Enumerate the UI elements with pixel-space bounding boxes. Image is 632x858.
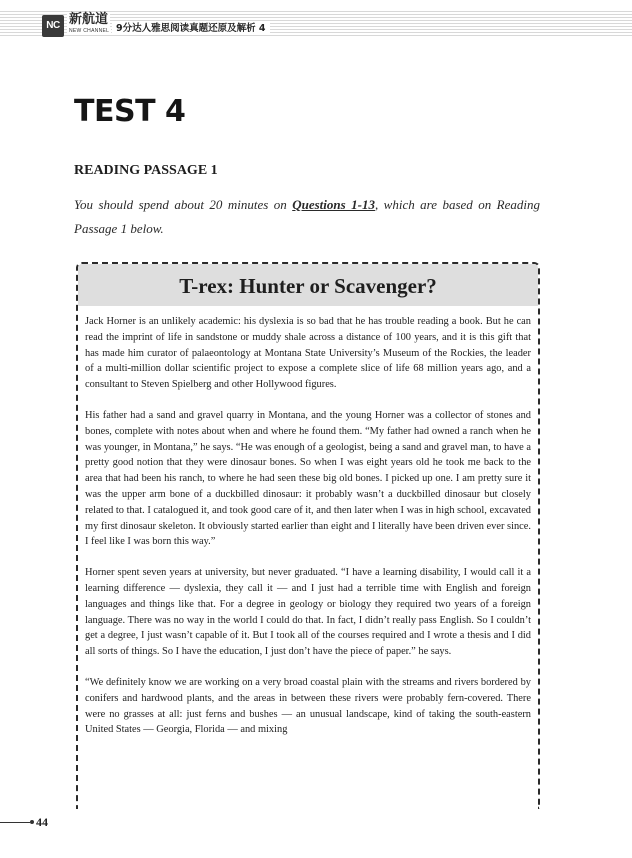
footer-rule: [0, 822, 30, 823]
new-channel-logo-icon: NC: [42, 15, 64, 37]
page-header: [0, 0, 632, 40]
passage-box: [76, 262, 540, 809]
logo-chinese-name: 新航道: [69, 12, 109, 27]
logo-english-name: NEW CHANNEL: [69, 28, 110, 34]
instruction-after: , which are based on Reading Passage 1 below.: [74, 197, 540, 236]
passage-paragraph-4: “We definitely know we are working on a very broad coastal plain with the streams and rivers bordered by conifers and hardwood plants, and the areas in between these rivers were probably fern-covered. There were no grasses at all: just ferns and bushes — an unusual landscape, kind of taking the south-eastern United States — Georgia, Florida — and mixing: [85, 676, 531, 736]
instruction-before: You should spend about 20 minutes on: [74, 197, 293, 212]
instruction-questions: Questions 1-13: [292, 197, 375, 212]
test-title: TEST 4: [74, 94, 186, 129]
footer-dot-icon: [30, 820, 34, 824]
passage-paragraph-1: Jack Horner is an unlikely academic: his dyslexia is so bad that he has trouble reading a book. But he can read the imprint of life in sandstone or muddy shale across a distance of 100 years, and it is this gift that has made him curator of palaeontology at Montana State University’s Museum of the Rockies, the leader of a multi-million dollar scientific project to expose a complete slice of life 68 million years ago, and a consultant to Steven Spielberg and other Hollywood figures.: [85, 316, 531, 391]
instruction-text: [74, 193, 540, 241]
passage-body: [78, 306, 538, 738]
passage-paragraph-2: His father had a sand and gravel quarry in Montana, and the young Horner was a collector of stones and bones, complete with notes about when and where he found them. “My father had owned a ranch when he was younger, in Montana,” he says. “He was enough of a geologist, being a sand and gravel man, to have a pretty good notion that they were dinosaur bones. So when I was eight years old he took me back to the area that had been his ranch, to where he had seen these big old bones. I picked up one. I am pretty sure it was the upper arm bone of a duckbilled dinosaur: it probably wasn’t a duckbilled dinosaur but closely related to that. I catalogued it, and took good care of it, and then later when I was in high school, excavated my first dinosaur skeleton. It obviously started earlier than eight and I literally have been driven ever since. I feel like I was born this way.”: [85, 409, 531, 548]
passage-title: T-rex: Hunter or Scavenger?: [78, 264, 538, 306]
page-number: 44: [36, 815, 48, 829]
book-title: 9分达人雅思阅读真题还原及解析 4: [112, 22, 270, 35]
section-title: READING PASSAGE 1: [74, 163, 218, 178]
passage-paragraph-3: Horner spent seven years at university, but never graduated. “I have a learning disability, I would call it a learning difference — dyslexia, they call it — and I just had a terrible time with English and foreign languages and things like that. For a degree in geology or biology they required two years of a foreign language. There was no way in the world I could do that. In fact, I didn’t really pass English. So I couldn’t get a degree, I just wasn’t capable of it. But I took all of the courses required and I wrote a thesis and I did all sorts of things. So I have the education, I just don’t have the piece of paper.” he says.: [85, 567, 531, 658]
